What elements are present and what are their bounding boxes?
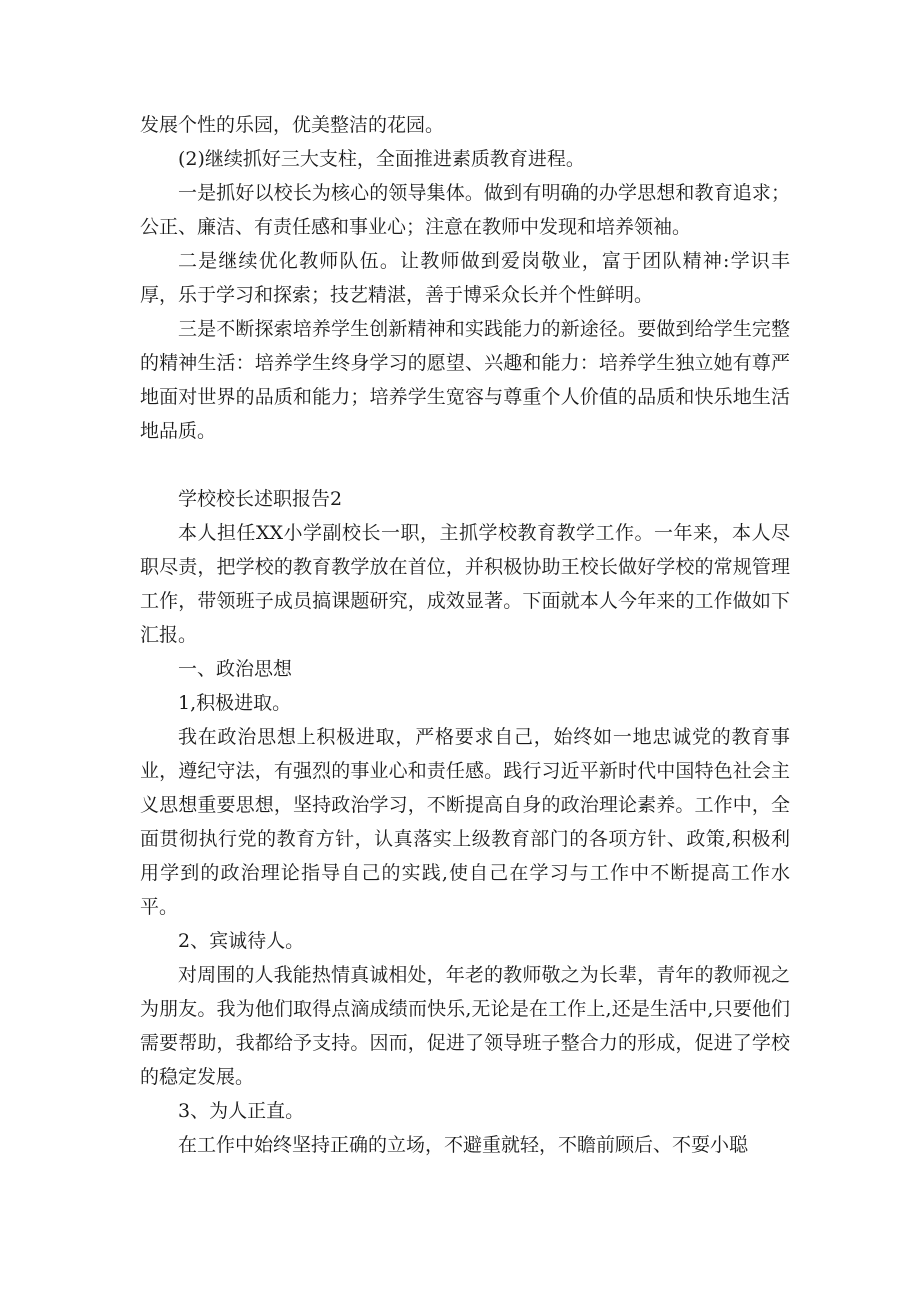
subheading-proactive: 1,积极进取。: [178, 692, 292, 714]
paragraph-sincere: 对周围的人我能热情真诚相处，年老的教师敬之为长辈，青年的教师视之为朋友。我为他们取得点滴成绩而快乐,无论是在工作上,还是生活中,只要他们需要帮助，我都给予支持。因而，促进了领导班子整合力的形成，促进了学校的稳定发展。: [140, 964, 790, 1088]
paragraph-leadership: 一是抓好以校长为核心的领导集体。做到有明确的办学思想和教育追求；公正、廉洁、有责任感和事业心；注意在教师中发现和培养领袖。: [140, 182, 790, 238]
paragraph-continuation: 发展个性的乐园，优美整洁的花园。: [140, 114, 445, 136]
paragraph-teachers: 二是继续优化教师队伍。让教师做到爱岗敬业，富于团队精神:学识丰厚，乐于学习和探索；技艺精湛，善于博采众长并个性鲜明。: [140, 250, 790, 306]
document-page: [140, 108, 790, 1162]
subheading-sincere: 2、宾诚待人。: [178, 930, 305, 952]
paragraph-upright: 在工作中始终坚持正确的立场，不避重就轻，不瞻前顾后、不耍小聪: [178, 1134, 749, 1156]
paragraph-proactive: 我在政治思想上积极进取，严格要求自己，始终如一地忠诚党的教育事业，遵纪守法，有强烈的事业心和责任感。践行习近平新时代中国特色社会主义思想重要思想，坚持政治学习，不断提高自身的政治理论素养。工作中，全面贯彻执行党的教育方针，认真落实上级教育部门的各项方针、政策,积极利用学到的政治理论指导自己的实践,使自己在学习与工作中不断提高工作水平。: [140, 726, 790, 918]
subheading-upright: 3、为人正直。: [178, 1100, 305, 1122]
paragraph-subheading-pillars: (2)继续抓好三大支柱，全面推进素质教育进程。: [178, 148, 585, 170]
section-heading-politics: 一、政治思想: [178, 658, 293, 680]
report-title: 学校校长述职报告2: [178, 488, 343, 510]
paragraph-intro: 本人担任XX小学副校长一职，主抓学校教育教学工作。一年来，本人尽职尽责，把学校的教育教学放在首位，并积极协助王校长做好学校的常规管理工作，带领班子成员搞课题研究，成效显著。下面就本人今年来的工作做如下汇报。: [140, 522, 790, 646]
paragraph-students: 三是不断探索培养学生创新精神和实践能力的新途径。要做到给学生完整的精神生活：培养学生终身学习的愿望、兴趣和能力：培养学生独立她有尊严地面对世界的品质和能力；培养学生宽容与尊重个人价值的品质和快乐地生活地品质。: [140, 318, 790, 442]
